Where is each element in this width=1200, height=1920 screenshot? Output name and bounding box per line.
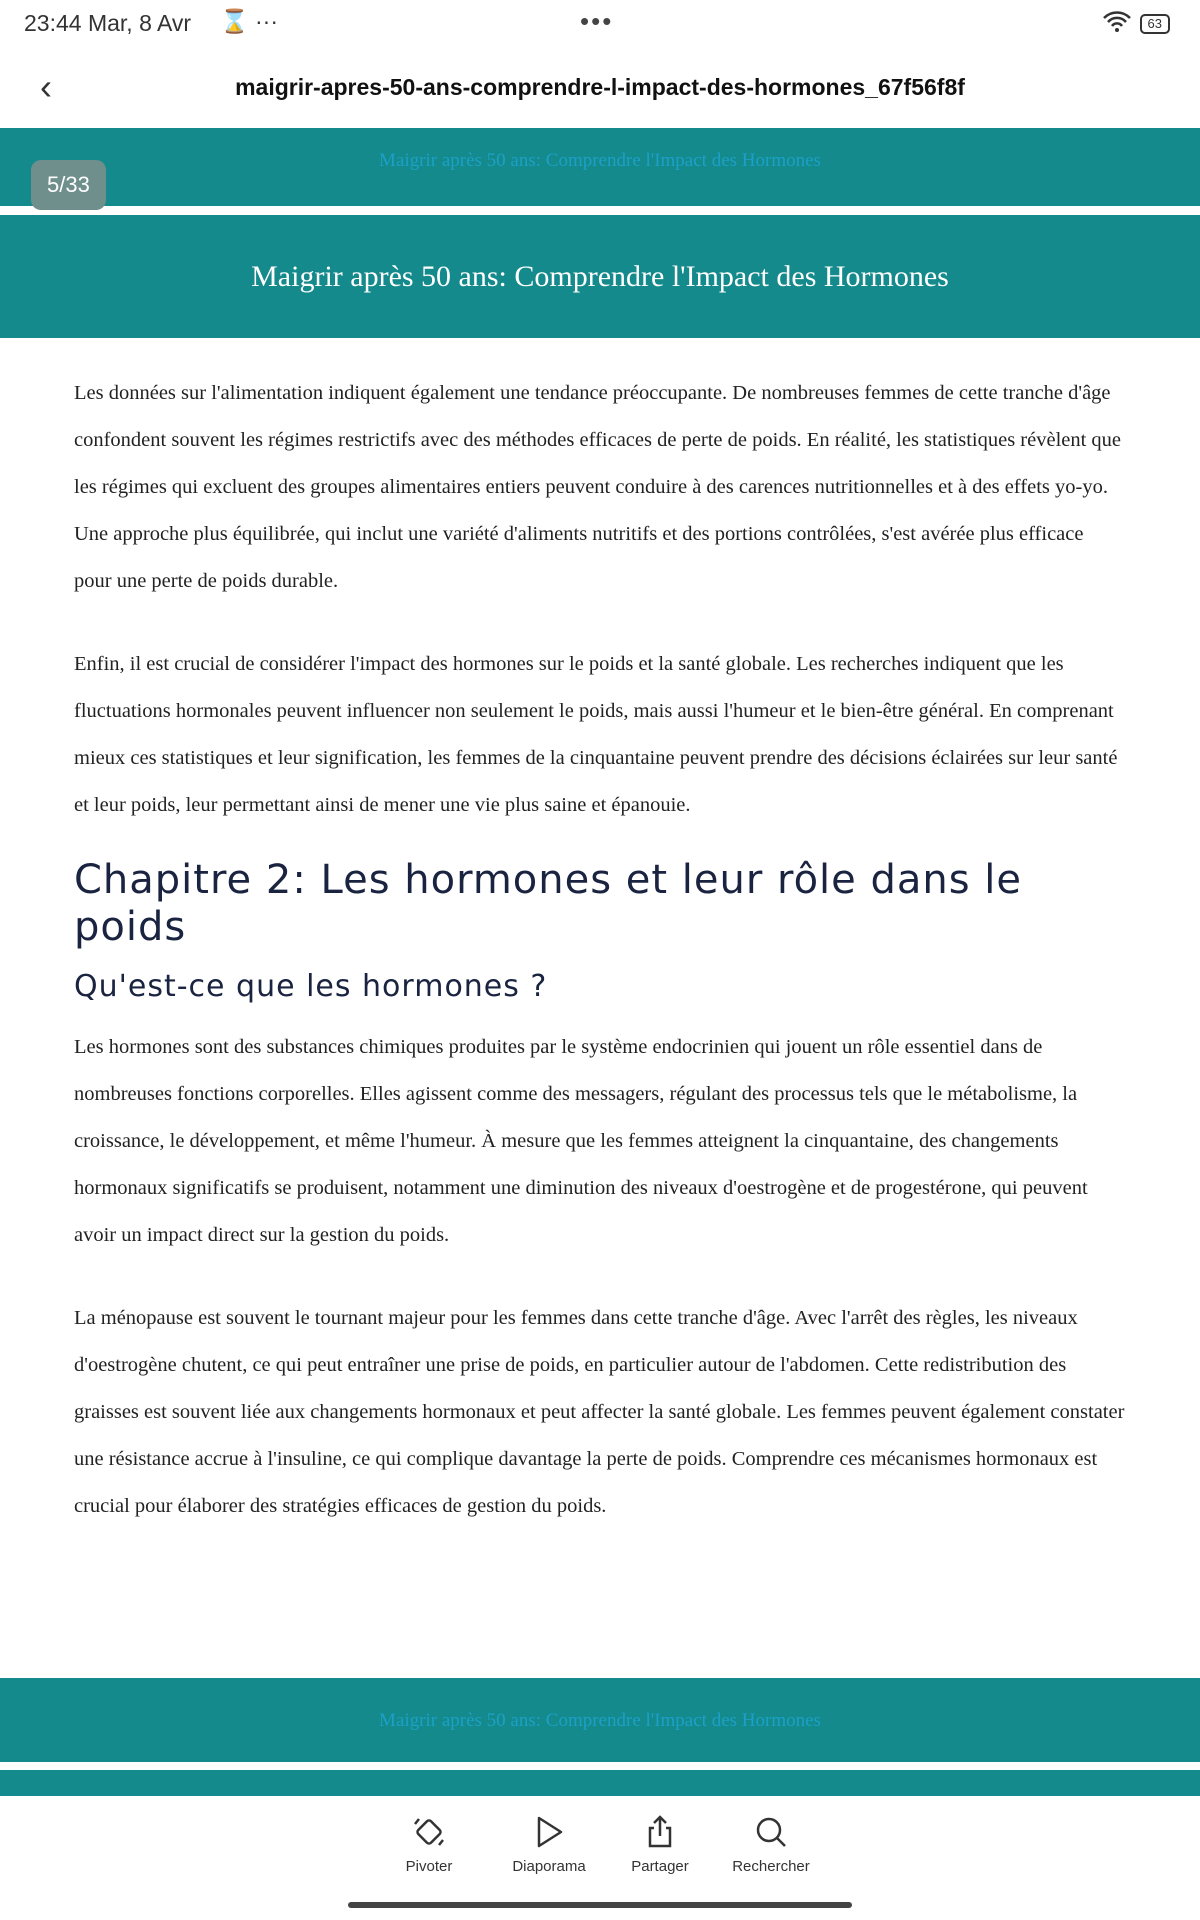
running-footer: Maigrir après 50 ans: Comprendre l'Impact des Hormones xyxy=(379,1710,821,1731)
slideshow-label: Diaporama xyxy=(512,1858,586,1875)
back-button[interactable]: ‹ xyxy=(40,66,52,107)
share-label: Partager xyxy=(631,1858,689,1875)
play-icon xyxy=(494,1814,604,1850)
search-icon xyxy=(716,1814,826,1850)
more-dots-icon[interactable]: ••• xyxy=(580,6,614,36)
bottom-toolbar xyxy=(0,1810,1200,1890)
top-navbar xyxy=(0,60,1200,116)
page-header-band xyxy=(0,128,1200,206)
share-button[interactable] xyxy=(605,1810,715,1875)
page-indicator: 5/33 xyxy=(31,160,106,210)
section-heading: Qu'est-ce que les hormones ? xyxy=(74,969,548,1004)
chapter-heading: Chapitre 2: Les hormones et leur rôle dans le poids xyxy=(74,857,1023,950)
next-page-edge xyxy=(0,1770,1200,1796)
document-title: maigrir-apres-50-ans-comprendre-l-impact-des-hormones_67f56f8f xyxy=(235,74,965,100)
rotate-label: Pivoter xyxy=(405,1858,453,1875)
battery-icon: 63 xyxy=(1140,14,1170,34)
search-button[interactable] xyxy=(716,1810,826,1875)
paragraph: Les hormones sont des substances chimiques produites par le système endocrinien qui jouent un rôle essentiel dans de nombreuses fonctions corporelles. Elles agissent comme des messagers, régulant des processus tels que le métabolisme, la croissance, le développement, et même l'humeur. À mesure que les femmes atteignent la cinquantaine, des changements hormonaux significatifs se produisent, notamment une diminution des niveaux d'oestrogène et de progestérone, qui peuvent avoir un impact direct sur la gestion du poids. xyxy=(74,1036,1088,1246)
status-time: 23:44 Mar, 8 Avr xyxy=(24,10,192,36)
slideshow-button[interactable] xyxy=(494,1810,604,1875)
title-banner xyxy=(0,215,1200,338)
notification-icons: ⌛ ··· xyxy=(220,8,279,34)
page-content xyxy=(74,370,1126,1566)
running-header: Maigrir après 50 ans: Comprendre l'Impact des Hormones xyxy=(379,150,821,171)
page-footer-band xyxy=(0,1678,1200,1762)
paragraph: Les données sur l'alimentation indiquent également une tendance préoccupante. De nombreuses femmes de cette tranche d'âge confondent souvent les régimes restrictifs avec des méthodes efficaces de perte de poids. En réalité, les statistiques révèlent que les régimes qui excluent des groupes alimentaires entiers peuvent conduire à des carences nutritionnelles et à des effets yo-yo. Une approche plus équilibrée, qui inclut une variété d'aliments nutritifs et des portions contrôlées, s'est avérée plus efficace pour une perte de poids durable. xyxy=(74,382,1122,592)
rotate-icon xyxy=(374,1814,484,1850)
search-label: Rechercher xyxy=(732,1858,810,1875)
paragraph: La ménopause est souvent le tournant majeur pour les femmes dans cette tranche d'âge. Avec l'arrêt des règles, les niveaux d'oestrogène chutent, ce qui peut entraîner une prise de poids, en particulier autour de l'abdomen. Cette redistribution des graisses est souvent liée aux changements hormonaux et peut affecter la santé globale. Les femmes peuvent également constater une résistance accrue à l'insuline, ce qui complique davantage la perte de poids. Comprendre ces mécanismes hormonaux est crucial pour élaborer des stratégies efficaces de gestion du poids. xyxy=(74,1307,1125,1517)
status-bar xyxy=(0,0,1200,46)
home-indicator[interactable] xyxy=(348,1902,852,1908)
paragraph: Enfin, il est crucial de considérer l'impact des hormones sur le poids et la santé globale. Les recherches indiquent que les fluctuations hormonales peuvent influencer non seulement le poids, mais aussi l'humeur et le bien-être général. En comprenant mieux ces statistiques et leur signification, les femmes de la cinquantaine peuvent prendre des décisions éclairées sur leur santé et leur poids, leur permettant ainsi de mener une vie plus saine et épanouie. xyxy=(74,653,1118,816)
banner-title: Maigrir après 50 ans: Comprendre l'Impact des Hormones xyxy=(251,260,949,293)
share-icon xyxy=(605,1814,715,1850)
rotate-button[interactable] xyxy=(374,1810,484,1875)
wifi-icon xyxy=(1102,10,1132,38)
